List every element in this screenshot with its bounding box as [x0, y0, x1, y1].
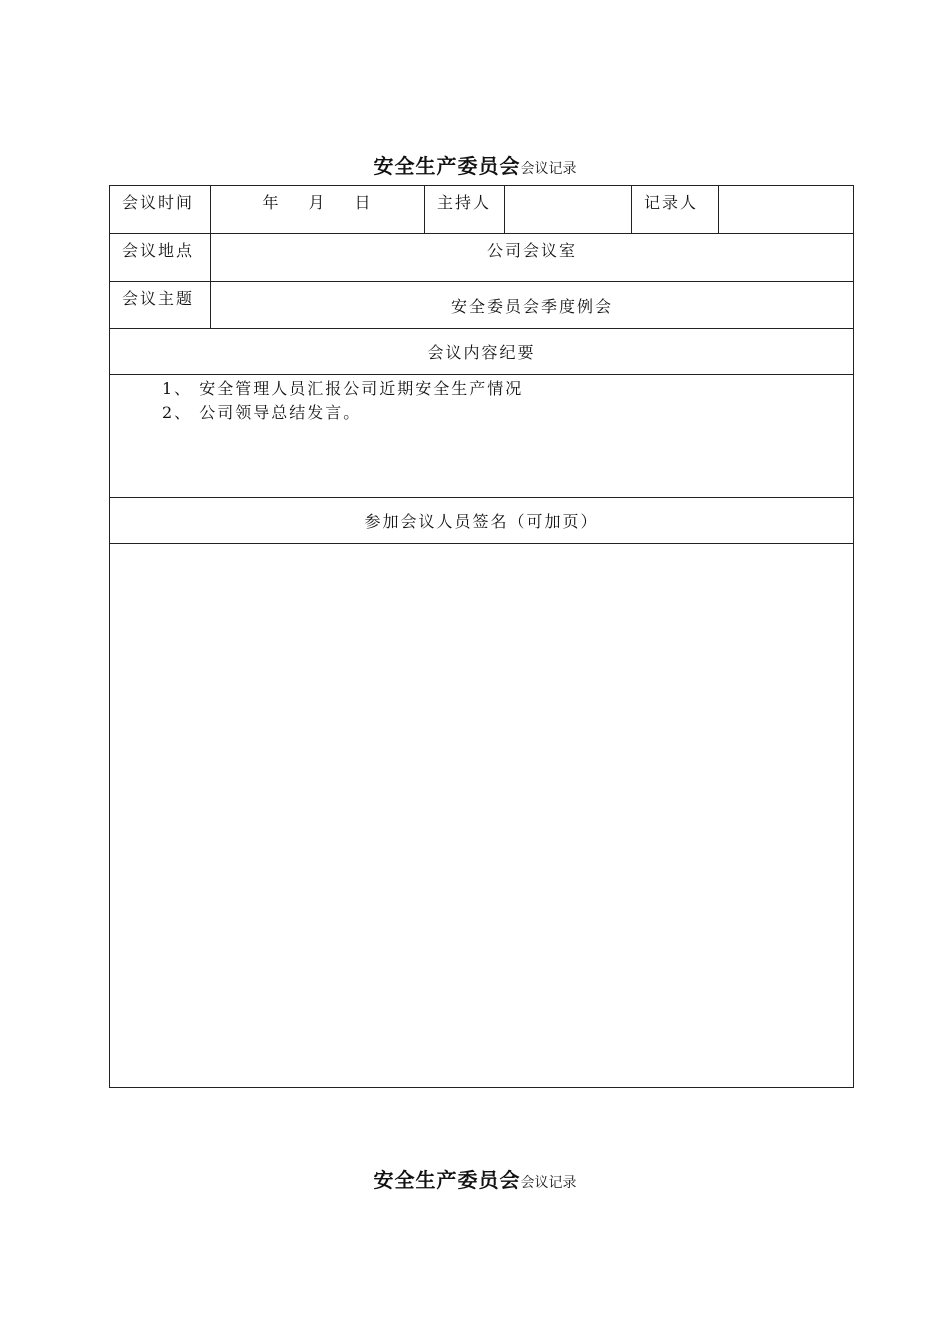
page2-title [0, 1164, 950, 1193]
host-label: 主持人 [425, 186, 505, 234]
row-summary-header [110, 329, 854, 375]
summary-content[interactable] [110, 375, 854, 498]
row-time [110, 186, 854, 234]
row-location [110, 234, 854, 282]
summary-item: 2、 公司领导总结发言。 [162, 403, 362, 422]
topic-label: 会议主题 [110, 282, 211, 329]
signature-header: 参加会议人员签名（可加页） [110, 498, 854, 544]
host-field[interactable] [505, 186, 632, 234]
recorder-label: 记录人 [632, 186, 719, 234]
signature-area[interactable] [110, 544, 854, 1088]
row-topic [110, 282, 854, 329]
topic-value[interactable]: 安全委员会季度例会 [211, 282, 854, 329]
location-label: 会议地点 [110, 234, 211, 282]
year-label: 年 [262, 193, 281, 212]
row-summary-content [110, 375, 854, 498]
page2-title-suffix: 会议记录 [520, 1175, 577, 1191]
title-suffix: 会议记录 [520, 161, 577, 177]
time-label: 会议时间 [110, 186, 211, 234]
date-field[interactable] [211, 186, 425, 234]
summary-header: 会议内容纪要 [110, 329, 854, 375]
page2-title-main: 安全生产委员会 [373, 1168, 521, 1192]
summary-item: 1、 安全管理人员汇报公司近期安全生产情况 [162, 379, 524, 398]
title-main: 安全生产委员会 [373, 154, 521, 178]
meeting-record-table [109, 185, 854, 1088]
row-signature-area [110, 544, 854, 1088]
day-label: 日 [354, 193, 373, 212]
document-title [0, 150, 950, 179]
recorder-field[interactable] [719, 186, 854, 234]
row-signature-header [110, 498, 854, 544]
location-value[interactable]: 公司会议室 [211, 234, 854, 282]
month-label: 月 [308, 193, 327, 212]
